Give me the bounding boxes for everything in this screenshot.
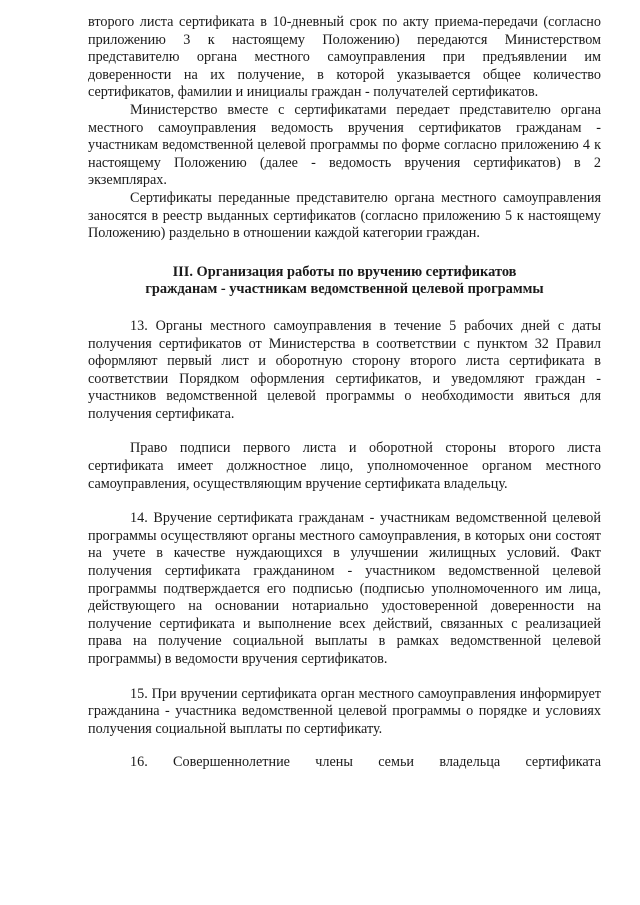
section-heading-line-1: III. Организация работы по вручению сертификатов — [172, 263, 517, 280]
clause-13: 13. Органы местного самоуправления в течение 5 рабочих дней с даты получения сертификатов от Министерства в соответствии с пунктом 32 Правил оформляют первый лист и оборотную сторону второго листа сертификата в соответствии Порядком оформления сертификатов, и уведомляют граждан - участников ведомственной целевой программы о необходимости явиться для получения сертификата. — [88, 317, 601, 422]
clause-15: 15. При вручении сертификата орган местного самоуправления информирует гражданина - участника ведомственной целевой программы о порядке и условиях получения социальной выплаты по сертификату. — [88, 685, 601, 737]
clause-13-signature-right: Право подписи первого листа и оборотной стороны второго листа сертификата имеет должностное лицо, уполномоченное органом местного самоуправления, осуществляющим вручение сертификата владельцу. — [88, 440, 601, 492]
document-body — [88, 14, 601, 772]
paragraph-ministry-statement: Министерство вместе с сертификатами передает представителю органа местного самоуправления ведомость вручения сертификатов гражданам - участникам ведомственной целевой программы по форме согласно приложению 4 к настоящему Положению (далее - ведомость вручения сертификатов) в 2 экземплярах. — [88, 101, 601, 189]
paragraph-transfer-certificates: второго листа сертификата в 10-дневный срок по акту приема-передачи (согласно приложению 3 к настоящему Положению) передаются Министерством представителю органа местного самоуправления при предъявлении им доверенности на их получение, в которой указывается общее количество сертификатов, фамилии и инициалы граждан - получателей сертификатов. — [88, 14, 601, 101]
clause-14: 14. Вручение сертификата гражданам - участникам ведомственной целевой программы осуществляют органы местного самоуправления, в которых они состоят на учете в качестве нуждающихся в улучшении жилищных условий. Факт получения сертификата гражданином - участником ведомственной целевой программы подтверждается его подписью (подписью уполномоченного им лица, действующего на основании нотариально удостоверенной доверенности на получение сертификата и выполнение всех действий, связанных с реализацией права на получение социальной выплаты в рамках ведомственной целевой программы) в ведомости вручения сертификатов. — [88, 510, 601, 667]
section-heading-line-2: гражданам - участникам ведомственной целевой программы — [145, 281, 544, 298]
section-heading — [88, 264, 601, 299]
clause-16: 16. Совершеннолетние члены семьи владельца сертификата — [130, 754, 601, 771]
paragraph-registry: Сертификаты переданные представителю органа местного самоуправления заносятся в реестр выданных сертификатов (согласно приложению 5 к настоящему Положению) раздельно в отношении каждой категории граждан. — [88, 189, 601, 242]
